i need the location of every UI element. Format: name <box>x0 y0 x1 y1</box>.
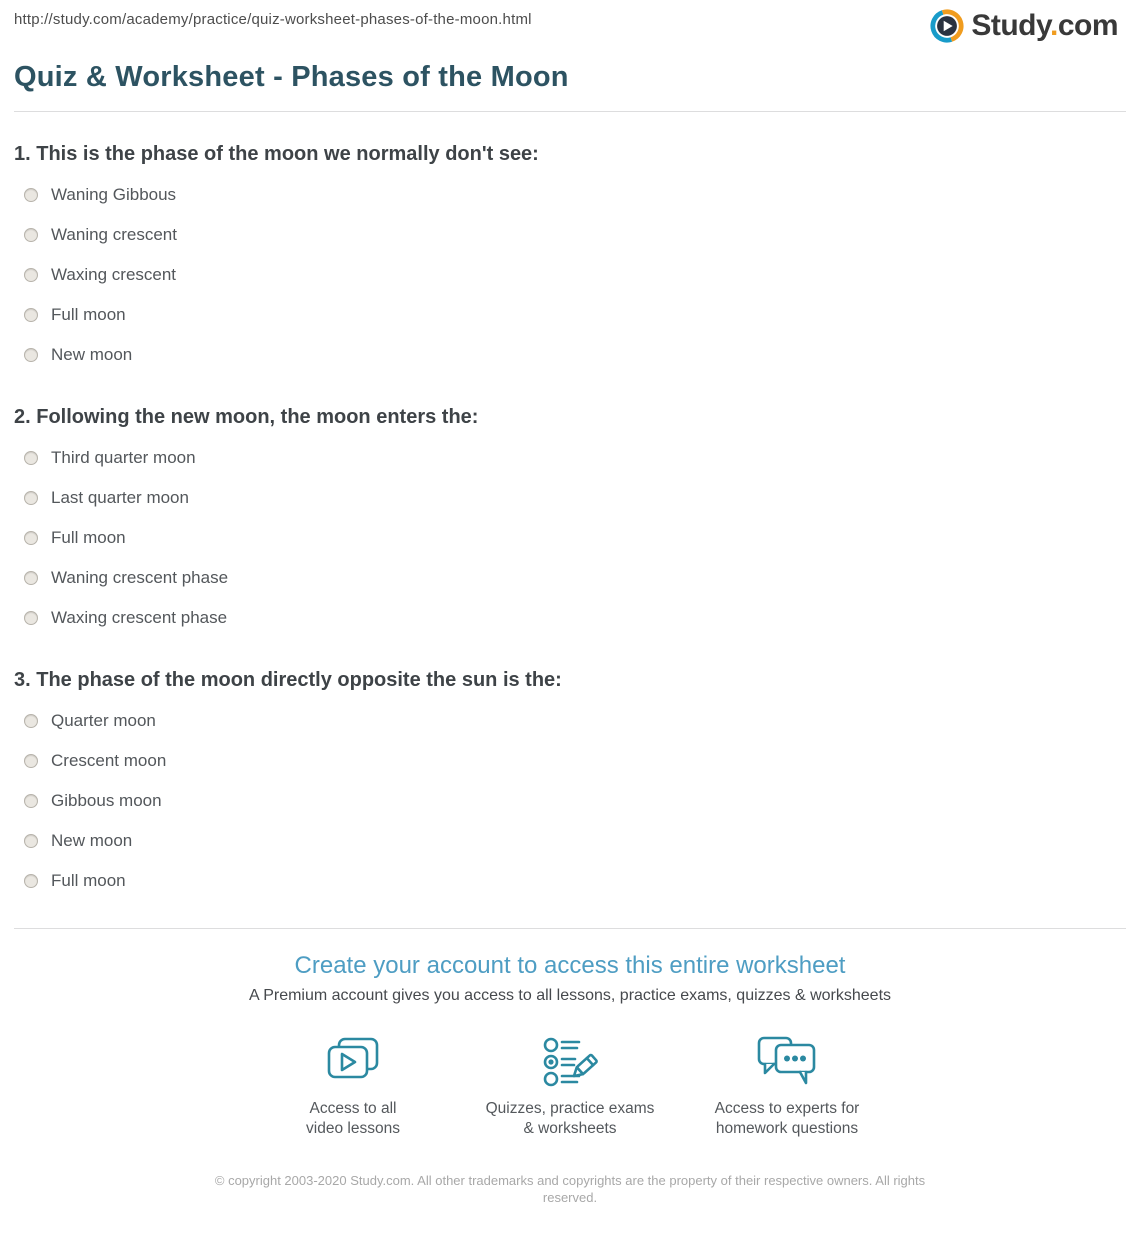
option-row[interactable] <box>14 781 1126 821</box>
quizzes-worksheets-icon <box>462 1034 679 1088</box>
page-url: http://study.com/academy/practice/quiz-worksheet-phases-of-the-moon.html <box>14 11 532 28</box>
option-label: Waning crescent <box>51 225 177 244</box>
chat-experts-icon <box>679 1034 896 1088</box>
radio-button[interactable] <box>24 491 38 505</box>
cta-section <box>14 952 1126 1206</box>
question-2-options <box>14 438 1126 638</box>
page-title: Quiz & Worksheet - Phases of the Moon <box>14 61 569 93</box>
benefit-video-lessons <box>245 1034 462 1139</box>
option-row[interactable] <box>14 438 1126 478</box>
question-2 <box>14 406 1126 638</box>
option-label: Full moon <box>51 305 126 324</box>
radio-button[interactable] <box>24 268 38 282</box>
option-label: Waxing crescent phase <box>51 608 228 627</box>
radio-button[interactable] <box>24 228 38 242</box>
option-row[interactable] <box>14 478 1126 518</box>
studycom-logo[interactable] <box>930 9 1118 43</box>
benefit-label: Quizzes, practice exams & worksheets <box>485 1100 655 1137</box>
question-1-options <box>14 175 1126 375</box>
logo-wordmark: Study.com <box>971 9 1118 42</box>
question-1 <box>14 143 1126 375</box>
radio-button[interactable] <box>24 794 38 808</box>
option-label: Gibbous moon <box>51 791 162 810</box>
video-lessons-icon <box>245 1034 462 1088</box>
option-label: Last quarter moon <box>51 488 189 507</box>
option-row[interactable] <box>14 175 1126 215</box>
create-account-link[interactable]: Create your account to access this entire worksheet <box>294 952 846 979</box>
radio-button[interactable] <box>24 308 38 322</box>
option-row[interactable] <box>14 335 1126 375</box>
radio-button[interactable] <box>24 611 38 625</box>
radio-button[interactable] <box>24 531 38 545</box>
cta-subtitle: A Premium account gives you access to all lessons, practice exams, quizzes & worksheets <box>248 987 892 1004</box>
option-label: Waning crescent phase <box>51 568 229 587</box>
option-label: Third quarter moon <box>51 448 196 467</box>
studycom-play-icon <box>930 9 964 43</box>
option-label: Quarter moon <box>51 711 156 730</box>
question-3-options <box>14 701 1126 901</box>
radio-button[interactable] <box>24 188 38 202</box>
option-row[interactable] <box>14 295 1126 335</box>
option-row[interactable] <box>14 255 1126 295</box>
radio-button[interactable] <box>24 874 38 888</box>
radio-button[interactable] <box>24 834 38 848</box>
radio-button[interactable] <box>24 348 38 362</box>
option-row[interactable] <box>14 701 1126 741</box>
option-row[interactable] <box>14 598 1126 638</box>
question-2-prompt: 2. Following the new moon, the moon enters the: <box>14 406 479 428</box>
option-row[interactable] <box>14 215 1126 255</box>
question-3 <box>14 669 1126 901</box>
option-label: New moon <box>51 345 133 364</box>
radio-button[interactable] <box>24 451 38 465</box>
option-row[interactable] <box>14 821 1126 861</box>
radio-button[interactable] <box>24 714 38 728</box>
option-label: Waxing crescent <box>51 265 177 284</box>
question-3-prompt: 3. The phase of the moon directly opposite the sun is the: <box>14 669 562 691</box>
benefit-quizzes-worksheets <box>462 1034 679 1139</box>
radio-button[interactable] <box>24 571 38 585</box>
option-row[interactable] <box>14 741 1126 781</box>
option-label: Crescent moon <box>51 751 167 770</box>
benefit-homework-experts <box>679 1034 896 1139</box>
option-row[interactable] <box>14 861 1126 901</box>
benefits-row <box>14 1034 1126 1139</box>
title-divider <box>14 111 1126 112</box>
option-label: Waning Gibbous <box>51 185 177 204</box>
benefit-label: Access to all video lessons <box>306 1100 400 1137</box>
option-label: Full moon <box>51 871 126 890</box>
radio-button[interactable] <box>24 754 38 768</box>
option-row[interactable] <box>14 558 1126 598</box>
cta-divider <box>14 928 1126 929</box>
benefit-label: Access to experts for homework questions <box>714 1100 860 1137</box>
question-1-prompt: 1. This is the phase of the moon we normally don't see: <box>14 143 539 165</box>
option-label: New moon <box>51 831 133 850</box>
copyright-notice: © copyright 2003-2020 Study.com. All other trademarks and copyrights are the property of their respective owners. All rights reserved. <box>214 1173 926 1205</box>
option-label: Full moon <box>51 528 126 547</box>
option-row[interactable] <box>14 518 1126 558</box>
